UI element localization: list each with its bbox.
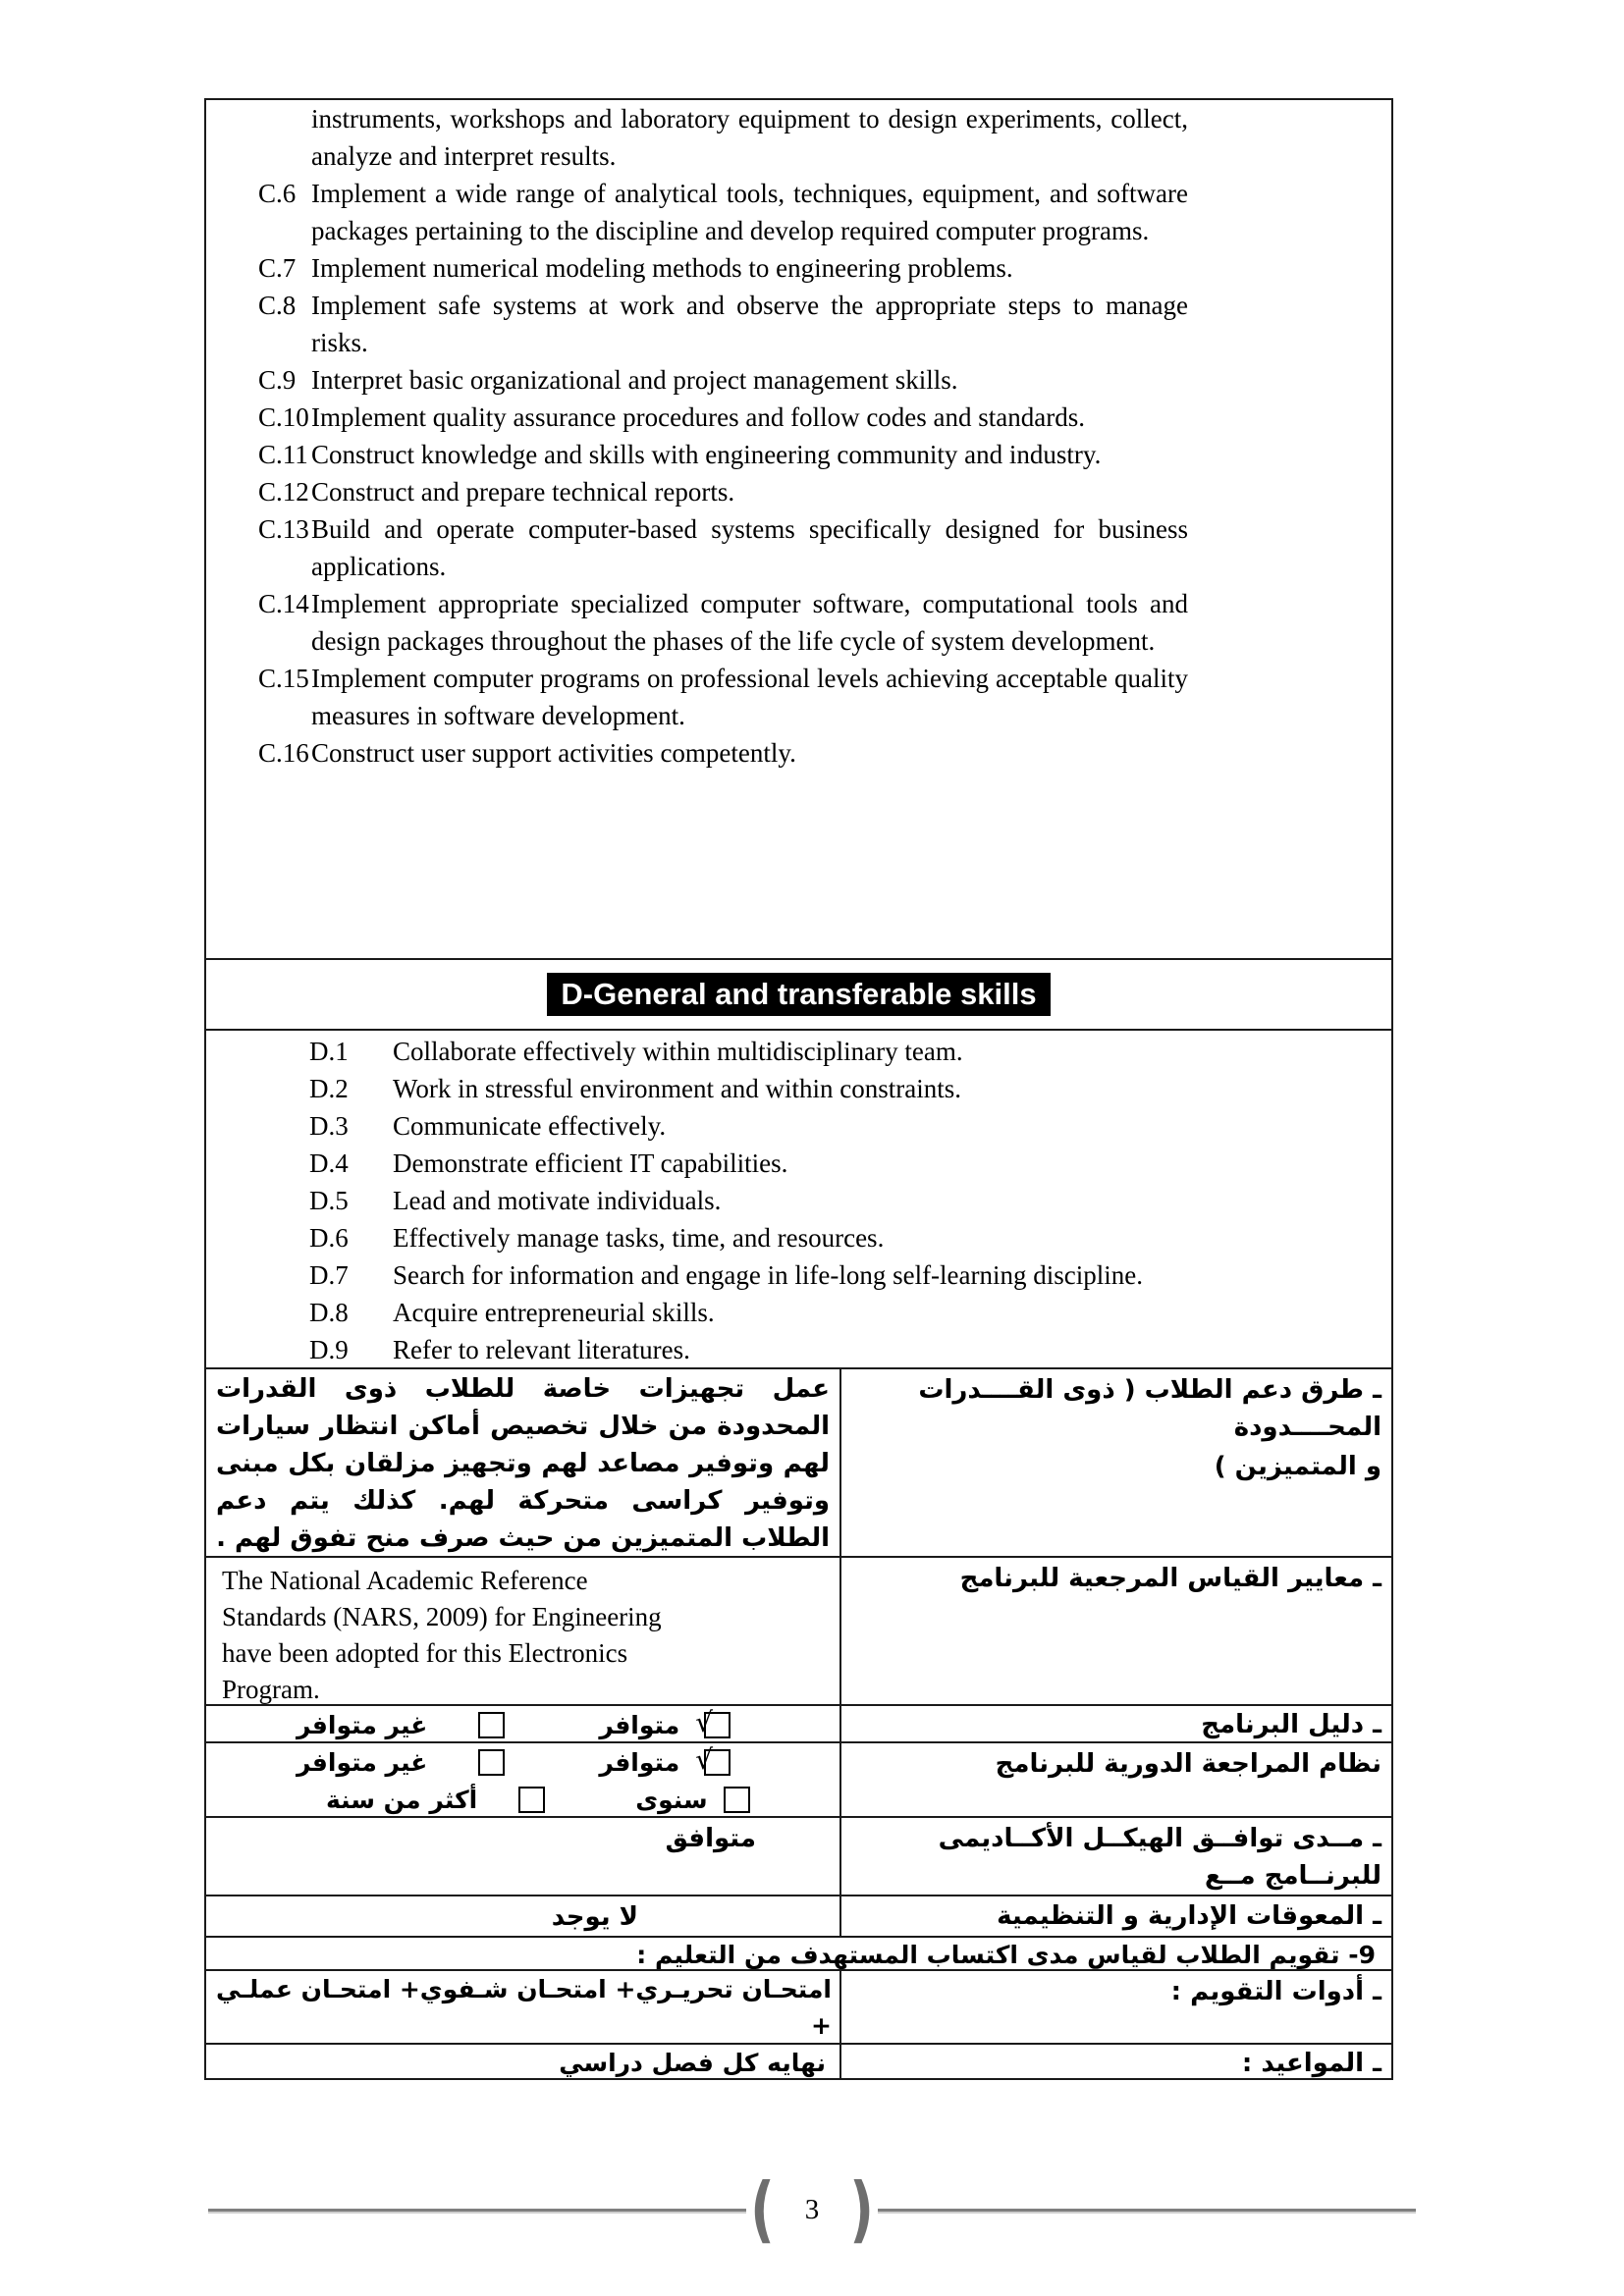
item-number: C.11 bbox=[258, 440, 308, 469]
not-available-label: غير متوافر bbox=[297, 1710, 428, 1739]
obstacles-label: ـ المعوقات الإدارية و التنظيمية bbox=[997, 1901, 1381, 1931]
item-text: Acquire entrepreneurial skills. bbox=[393, 1298, 715, 1327]
section-d-header-row bbox=[206, 958, 1391, 1031]
list-item bbox=[206, 510, 1391, 585]
item-number: C.7 bbox=[258, 253, 297, 283]
academic-structure-label: ـ مــدى توافــق الهيكــل الأكــاديمى للبرنــامج مــع bbox=[938, 1824, 1381, 1891]
item-text: Implement a wide range of analytical tools, techniques, equipment, and software packages pertaining to the discipline and develop required computer programs. bbox=[311, 179, 1188, 245]
checkbox-unchecked bbox=[478, 1749, 505, 1776]
list-item bbox=[206, 399, 1391, 436]
footer-bracket-left-icon: ( bbox=[750, 2166, 775, 2251]
item-text: Lead and motivate individuals. bbox=[393, 1186, 722, 1215]
check-mark-icon: √ bbox=[695, 1706, 714, 1738]
row-assessment-tools bbox=[206, 1969, 1391, 2043]
nars-line: Program. bbox=[222, 1675, 320, 1704]
page-number: 3 bbox=[804, 2193, 820, 2225]
list-item bbox=[206, 1219, 1391, 1256]
item-number: D.7 bbox=[309, 1260, 349, 1290]
program-guide-label: ـ دليل البرنامج bbox=[1201, 1710, 1381, 1739]
item-number: D.2 bbox=[309, 1074, 349, 1103]
not-available-label: غير متوافر bbox=[297, 1747, 428, 1777]
item-number: C.16 bbox=[258, 738, 309, 768]
reference-standards-content-cell bbox=[206, 1558, 839, 1704]
list-item bbox=[206, 175, 1391, 249]
item-number: C.8 bbox=[258, 291, 297, 320]
academic-structure-content-cell bbox=[206, 1818, 839, 1895]
annual-label: سنوى bbox=[635, 1785, 708, 1814]
item-number: C.14 bbox=[258, 589, 309, 618]
periodic-review-label: نظام المراجعة الدورية للبرنامج bbox=[995, 1749, 1381, 1779]
academic-structure-value: متوافق bbox=[665, 1824, 756, 1853]
schedule-label-cell bbox=[839, 2045, 1391, 2078]
program-guide-content-cell bbox=[206, 1706, 839, 1741]
row-schedule bbox=[206, 2043, 1391, 2078]
item-text: Collaborate effectively within multidisciplinary team. bbox=[393, 1037, 963, 1066]
row-obstacles bbox=[206, 1895, 1391, 1936]
item-number: D.8 bbox=[309, 1298, 349, 1327]
list-item bbox=[206, 1182, 1391, 1219]
section-c-intellectual-skills bbox=[206, 100, 1391, 958]
row-program-guide bbox=[206, 1704, 1391, 1741]
checkbox-unchecked bbox=[518, 1787, 545, 1813]
obstacles-content-cell bbox=[206, 1896, 839, 1936]
checkbox-unchecked bbox=[478, 1712, 505, 1738]
item-number: D.9 bbox=[309, 1335, 349, 1364]
row-periodic-review bbox=[206, 1741, 1391, 1816]
item-text: Refer to relevant literatures. bbox=[393, 1335, 690, 1364]
item-number: D.4 bbox=[309, 1148, 349, 1178]
item-number: C.9 bbox=[258, 365, 297, 395]
assessment-tools-line1: امتحـان تحريـري+ امتحـان شـفوي+ امتحـان عملـي + bbox=[216, 1975, 832, 2040]
item-text: Demonstrate efficient IT capabilities. bbox=[393, 1148, 788, 1178]
item-text: Build and operate computer-based systems specifically designed for business applications. bbox=[311, 514, 1188, 581]
item-number: C.10 bbox=[258, 402, 309, 432]
item-text: Communicate effectively. bbox=[393, 1111, 667, 1141]
item-text: Implement computer programs on professional levels achieving acceptable quality measures in software development. bbox=[311, 664, 1188, 730]
student-support-label: ـ طرق دعم الطلاب ( ذوى القــــدرات المحــــدودة bbox=[918, 1375, 1381, 1442]
page-footer bbox=[0, 2167, 1624, 2252]
section-d-general-skills bbox=[206, 1031, 1391, 1367]
reference-standards-label: ـ معايير القياس المرجعية للبرنامج bbox=[959, 1564, 1381, 1593]
item-text: Implement quality assurance procedures and follow codes and standards. bbox=[311, 402, 1085, 432]
nars-line: The National Academic Reference bbox=[222, 1566, 588, 1595]
available-label: متوافر bbox=[599, 1710, 680, 1739]
item-text: Work in stressful environment and within constraints. bbox=[393, 1074, 961, 1103]
reference-standards-label-cell bbox=[839, 1558, 1391, 1704]
item-number: C.13 bbox=[258, 514, 309, 544]
item-text: Construct and prepare technical reports. bbox=[311, 477, 735, 507]
item-text: Search for information and engage in life-long self-learning discipline. bbox=[393, 1260, 1143, 1290]
list-item bbox=[206, 361, 1391, 399]
item-number: D.5 bbox=[309, 1186, 349, 1215]
obstacles-label-cell bbox=[839, 1896, 1391, 1936]
program-specification-table bbox=[204, 98, 1393, 2080]
item-number: D.6 bbox=[309, 1223, 349, 1253]
item-number: C.12 bbox=[258, 477, 309, 507]
list-item bbox=[206, 1145, 1391, 1182]
list-item bbox=[206, 734, 1391, 772]
item-text: Implement safe systems at work and observe the appropriate steps to manage risks. bbox=[311, 291, 1188, 357]
available-label: متوافر bbox=[599, 1747, 680, 1777]
list-item bbox=[206, 1107, 1391, 1145]
program-guide-label-cell bbox=[839, 1706, 1391, 1741]
footer-rule-left bbox=[208, 2209, 746, 2212]
item-number: C.15 bbox=[258, 664, 309, 693]
nars-line: have been adopted for this Electronics bbox=[222, 1638, 628, 1668]
footer-bracket-right-icon: ) bbox=[849, 2166, 874, 2251]
list-item bbox=[206, 100, 1391, 175]
item-text: instruments, workshops and laboratory equipment to design experiments, collect, analyze and interpret results. bbox=[311, 104, 1188, 171]
item-number bbox=[258, 100, 311, 175]
assessment-tools-content-cell bbox=[206, 1971, 839, 2043]
item-text: Effectively manage tasks, time, and resources. bbox=[393, 1223, 885, 1253]
list-item bbox=[206, 287, 1391, 361]
row-reference-standards bbox=[206, 1556, 1391, 1704]
periodic-review-content-cell bbox=[206, 1743, 839, 1816]
check-mark-icon: √ bbox=[695, 1743, 714, 1776]
list-item bbox=[206, 1256, 1391, 1294]
row-section9-title bbox=[206, 1936, 1391, 1969]
schedule-label: ـ المواعيد : bbox=[1241, 2049, 1381, 2078]
schedule-value: نهايه كل فصل دراسي bbox=[559, 2049, 826, 2077]
row-academic-structure bbox=[206, 1816, 1391, 1895]
checkbox-unchecked bbox=[724, 1787, 750, 1813]
item-text: Implement numerical modeling methods to engineering problems. bbox=[311, 253, 1013, 283]
list-item bbox=[206, 1033, 1391, 1070]
student-support-text: عمل تجهيزات خاصة للطلاب ذوى القدرات المحدودة من خلال تخصيص أماكن انتظار سيارات لهم وتوفير مصاعد لهم وتجهيز مزلقان بكل مبنى وتوفير كراسى متحركة لهم. كذلك يتم دعم الطلاب المتميزين من حيث صرف منح تفوق لهم . bbox=[216, 1374, 830, 1553]
obstacles-value: لا يوجد bbox=[551, 1902, 638, 1932]
nars-line: Standards (NARS, 2009) for Engineering bbox=[222, 1602, 662, 1631]
item-text: Construct user support activities competently. bbox=[311, 738, 796, 768]
item-text: Interpret basic organizational and project management skills. bbox=[311, 365, 958, 395]
assessment-tools-label: ـ أدوات التقويم : bbox=[1170, 1977, 1381, 2006]
footer-rule-right bbox=[878, 2209, 1416, 2212]
list-item bbox=[206, 436, 1391, 473]
list-item bbox=[206, 249, 1391, 287]
list-item bbox=[206, 1294, 1391, 1331]
item-number: C.6 bbox=[258, 179, 297, 208]
item-text: Construct knowledge and skills with engineering community and industry. bbox=[311, 440, 1102, 469]
item-text: Implement appropriate specialized computer software, computational tools and design packages throughout the phases of the life cycle of system development. bbox=[311, 589, 1188, 656]
item-number: D.1 bbox=[309, 1037, 349, 1066]
periodic-review-label-cell bbox=[839, 1743, 1391, 1816]
list-item bbox=[206, 585, 1391, 660]
student-support-content-cell bbox=[206, 1369, 839, 1556]
academic-structure-label-cell bbox=[839, 1818, 1391, 1895]
assessment-tools-label-cell bbox=[839, 1971, 1391, 2043]
schedule-content-cell bbox=[206, 2045, 839, 2078]
list-item bbox=[206, 1331, 1391, 1367]
row-student-support bbox=[206, 1367, 1391, 1556]
list-item bbox=[206, 473, 1391, 510]
list-item bbox=[206, 660, 1391, 734]
student-support-label-cell bbox=[839, 1369, 1391, 1556]
student-support-label-line2: و المتميزين ) bbox=[1214, 1452, 1381, 1481]
more-than-year-label: أكثر من سنة bbox=[326, 1785, 478, 1814]
list-item bbox=[206, 1070, 1391, 1107]
item-number: D.3 bbox=[309, 1111, 349, 1141]
section9-title: 9- تقويم الطلاب لقياس مدى اكتساب المستهدف من التعليم : bbox=[636, 1941, 1376, 1969]
section-d-title: D-General and transferable skills bbox=[547, 973, 1050, 1016]
